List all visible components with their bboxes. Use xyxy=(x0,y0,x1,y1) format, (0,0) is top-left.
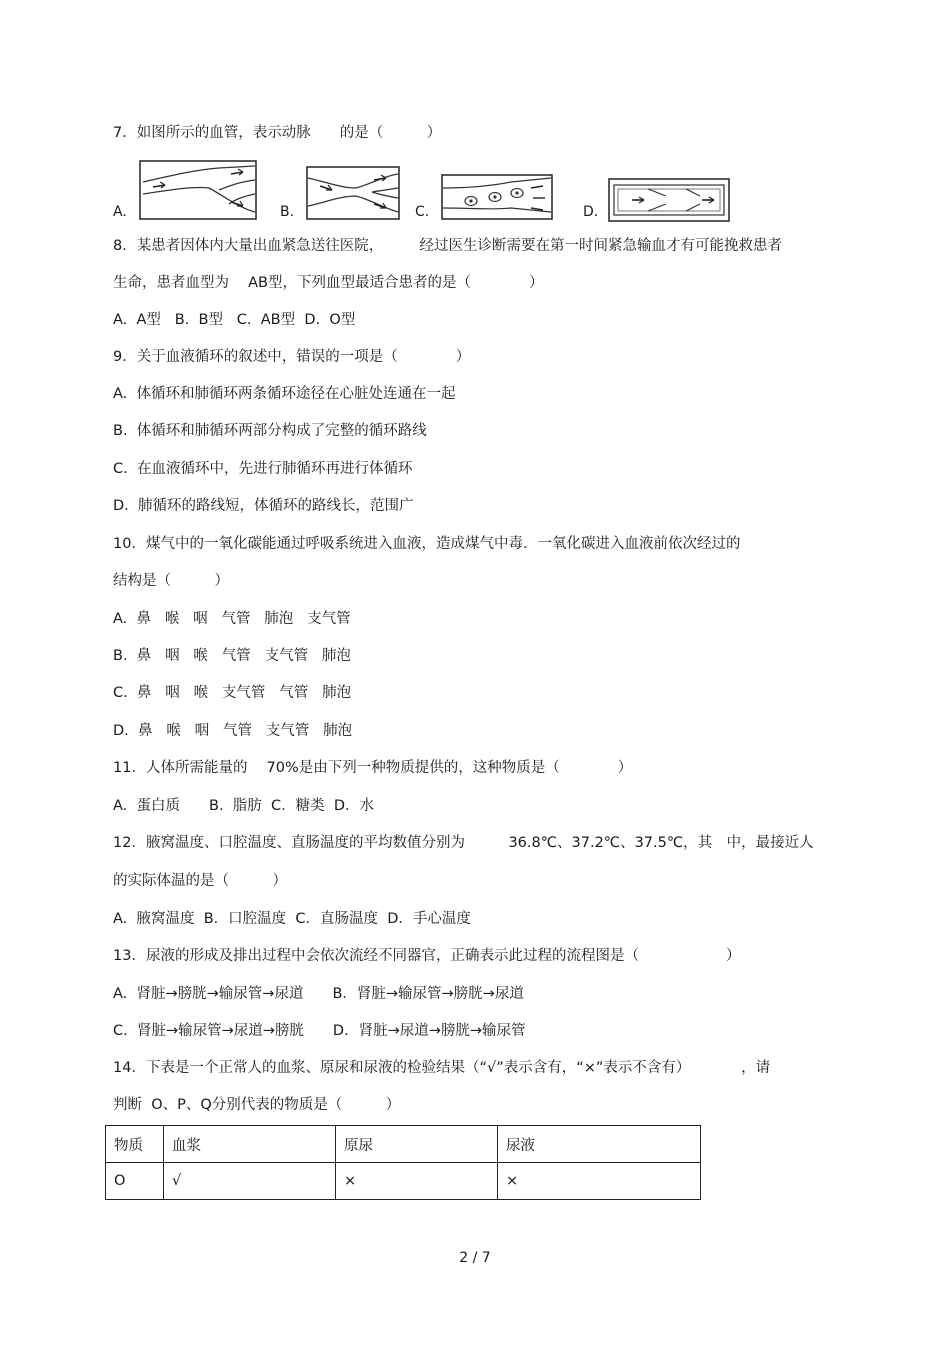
q12-options: A. 腋窝温度 B．口腔温度 C．直肠温度 D．手心温度 xyxy=(113,911,471,927)
q9-stem: 9．关于血液循环的叙述中，错误的一项是（ ） xyxy=(113,349,471,365)
q10-line1: 10．煤气中的一氧化碳能通过呼吸系统进入血液，造成煤气中毒．一氧化碳进入血液前依次经过的 xyxy=(113,536,741,552)
table-header-cell: 血浆 xyxy=(164,1126,336,1163)
q7-options xyxy=(113,160,753,222)
q9-option-a: A. 体循环和肺循环两条循环途径在心脏处连通在一起 xyxy=(113,386,456,402)
q7-option-d-label: D. xyxy=(583,204,599,220)
q8-line1: 8．某患者因体内大量出血紧急送往医院， 经过医生诊断需要在第一时间紧急输血才有可能挽救患者 xyxy=(113,238,782,254)
vessel-figure-b xyxy=(306,166,400,220)
table-cell: √ xyxy=(164,1163,336,1200)
table-cell: × xyxy=(336,1163,498,1200)
q12-line1: 12．腋窝温度、口腔温度、直肠温度的平均数值分别为 36.8℃、37.2℃、37.5℃，其 中，最接近人 xyxy=(113,835,814,851)
q7-option-a-label: A. xyxy=(113,204,127,220)
q11-stem: 11．人体所需能量的 70%是由下列一种物质提供的，这种物质是（ ） xyxy=(113,760,633,776)
q10-option-d: D. 鼻 喉 咽 气管 支气管 肺泡 xyxy=(113,723,353,739)
q13-options-ab: A. 肾脏→膀胱→输尿管→尿道 B．肾脏→输尿管→膀胱→尿道 xyxy=(113,986,524,1002)
q10-option-a: A. 鼻 喉 咽 气管 肺泡 支气管 xyxy=(113,611,351,627)
q9-option-d: D. 肺循环的路线短，体循环的路线长，范围广 xyxy=(113,498,414,514)
q7-option-c-label: C. xyxy=(415,204,430,220)
table-cell: O xyxy=(106,1163,164,1200)
table-cell: × xyxy=(498,1163,701,1200)
q11-options: A. 蛋白质 B. 脂肪 C．糖类 D．水 xyxy=(113,798,374,814)
q10-option-c: C. 鼻 咽 喉 支气管 气管 肺泡 xyxy=(113,685,352,701)
q13-options-cd: C. 肾脏→输尿管→尿道→膀胱 D．肾脏→尿道→膀胱→输尿管 xyxy=(113,1023,526,1039)
q10-line2: 结构是（ ） xyxy=(113,573,229,589)
table-header-cell: 原尿 xyxy=(336,1126,498,1163)
table-header-cell: 物质 xyxy=(106,1126,164,1163)
vessel-figure-d xyxy=(608,178,730,222)
q12-line2: 的实际体温的是（ ） xyxy=(113,873,287,889)
q8-options: A. A型 B. B型 C. AB型 D. O型 xyxy=(113,312,356,328)
q7-option-b-label: B. xyxy=(280,204,295,220)
table-row xyxy=(106,1163,701,1200)
q14-line1: 14．下表是一个正常人的血浆、原尿和尿液的检验结果（“√”表示含有，“×”表示不含有） ，请 xyxy=(113,1060,771,1076)
q13-stem: 13．尿液的形成及排出过程中会依次流经不同器官，正确表示此过程的流程图是（ ） xyxy=(113,948,741,964)
q14-table xyxy=(105,1125,701,1200)
table-header-row xyxy=(106,1126,701,1163)
q7-stem: 7．如图所示的血管，表示动脉 的是（ ） xyxy=(113,125,442,141)
q8-line2: 生命，患者血型为 AB型，下列血型最适合患者的是（ ） xyxy=(113,275,544,291)
vessel-figure-a xyxy=(139,160,257,220)
page-number: 2 / 7 xyxy=(459,1250,491,1266)
q9-option-b: B. 体循环和肺循环两部分构成了完整的循环路线 xyxy=(113,423,427,439)
q10-option-b: B. 鼻 咽 喉 气管 支气管 肺泡 xyxy=(113,648,351,664)
q14-line2: 判断 O、P、Q分别代表的物质是（ ） xyxy=(113,1097,401,1113)
vessel-figure-c xyxy=(441,174,553,220)
q9-option-c: C. 在血液循环中，先进行肺循环再进行体循环 xyxy=(113,461,413,477)
table-header-cell: 尿液 xyxy=(498,1126,701,1163)
